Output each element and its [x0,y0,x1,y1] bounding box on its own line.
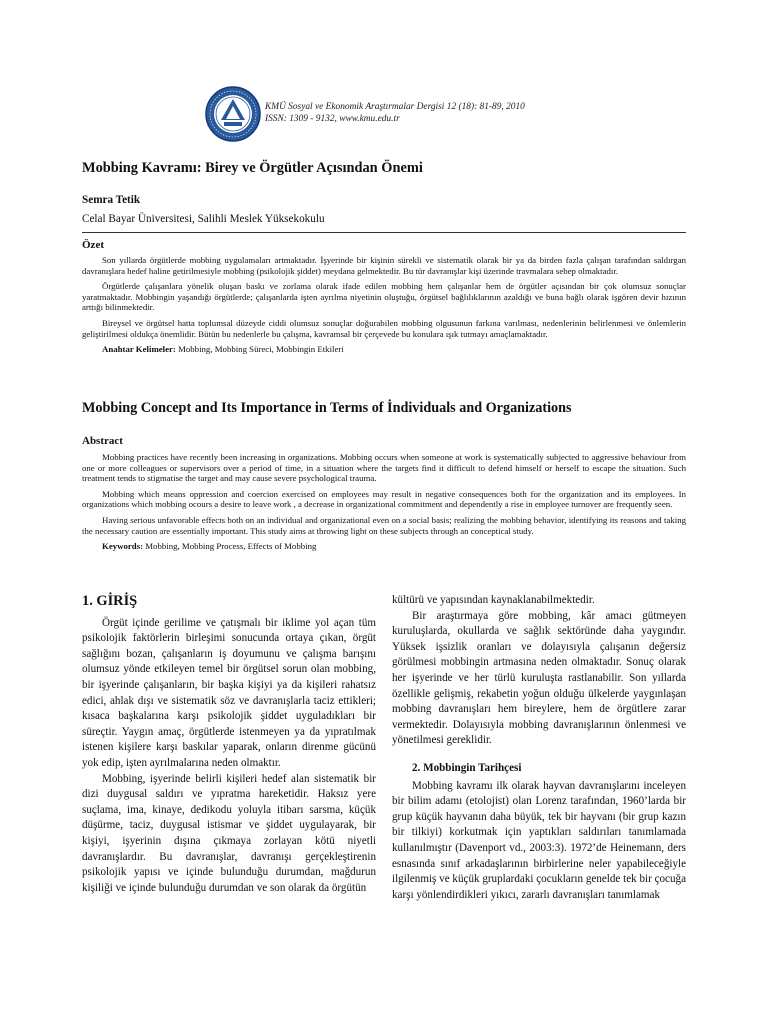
body-right-column [392,593,686,903]
ozet-keywords [82,344,686,355]
ozet-heading: Özet [82,239,104,251]
author-name: Semra Tetik [82,194,141,206]
title-english: Mobbing Concept and Its Importance in Terms of İndividuals and Organizations [82,400,572,416]
ozet-keywords-values: Mobbing, Mobbing Süreci, Mobbingin Etkileri [178,344,344,355]
journal-header [205,86,625,142]
abstract-keywords-label: Keywords: [102,541,144,552]
ozet-paragraph: Bireysel ve örgütsel hatta toplumsal düzeyde ciddi olumsuz sonuçlar doğurabilen mobbing olgusunun farkına varılması, nedenlerinin belirlenmesi ve önlemlerin geliştirilmesi oldukça önemlidir. Bütün bu nedenlerle bu çalışma, kavramsal bir çerçevede bu konulara ışık tutmayı amaçlamaktadır. [82,317,686,339]
section-2-heading: 2. Mobbingin Tarihçesi [412,761,522,774]
abstract-paragraph: Mobbing practices have recently been increasing in organizations. Mobbing occurs when someone at work is systematically subjected to aggressive behaviour from one or more colleagues or supervisors over a period of time, in a situation where the targets find it difficult to defend himself or herself to escape the situation. Such treatment tends to stigmatise the target and may cause severe psychological trauma. [82,452,686,484]
abstract-heading: Abstract [82,435,123,447]
abstract-keywords [82,541,686,552]
ozet-keywords-label: Anahtar Kelimeler: [102,344,176,355]
body-paragraph: Mobbing kavramı ilk olarak hayvan davranışlarını inceleyen bir bilim adamı (etolojist) olan Lorenz tarafından, 1960’larda bir grup küçük hayvanın daha büyük, tek bir hayvanı (bir grup kazın bir tilkiyi) korkutmak için yaptıkları saldırıları tanımlamada kullanılmıştır (Davenport vd., 2003:3). 1972’de Heinemann, ders esnasında sınıf arkadaşlarının birbirlerine neler yapabileceğiyle ilgilenmiş ve küçük gruplardaki çocukların genelde tek bir çocuğa karşı yönlendirdikleri yıkıcı, zararlı davranışları tanımlamak [392,779,686,901]
title-turkish: Mobbing Kavramı: Birey ve Örgütler Açısından Önemi [82,160,423,176]
author-affiliation: Celal Bayar Üniversitesi, Salihli Meslek Yüksekokulu [82,213,325,225]
university-seal-icon [205,86,261,142]
body-paragraph: Mobbing, işyerinde belirli kişileri hedef alan sistematik bir dizi duygusal saldırı ve yıpratma hareketidir. Haksız yere suçlama, ima, kinaye, dedikodu yoluyla itibarı sarsma, küçük düşürme, taciz, duygusal istismar ve şiddet uygulayarak, bir kişiyi, işyerinin dışına çıkmaya zorlayan kötü niyetli davranışlardır. Bu davranışlar, davranışı gerçekleştirenin psikolojik yapısı ve içinde bulunduğu durumdan, mağdurun kişiliği ve içinde bulunduğu durumdan ve son olarak da örgütün [82,772,376,894]
journal-citation [265,101,525,125]
ozet-body [82,255,686,355]
body-paragraph-continued: kültürü ve yapısından kaynaklanabilmektedir. [392,594,595,606]
journal-line-2: ISSN: 1309 - 9132, www.kmu.edu.tr [265,114,400,124]
body-paragraph: Örgüt içinde gerilime ve çatışmalı bir iklime yol açan tüm psikolojik faktörlerin birleşimi sonucunda ortaya çıkan, örgüt sağlığını bozan, çalışanların iş doyumunu ve çalışma barışını olumsuz yönde etkileyen temel bir örgütsel sorun olan mobbing, bir işyerinde çalışanların, bir başka kişiyi ya da kişileri rahatsız edici, ahlak dışı ve sistematik söz ve davranışlarla taciz ettikleri; kısaca başkalarına karşı psikolojik şiddet uyguladıkları bir süreçtir. Yaygın amaç, örgütlerde istenmeyen ya da yıpratılmak istenen kişilere karşı baskılar yaparak, onların direnme gücünü yok edip, işten ayrılmalarına neden olmaktır. [82,616,376,769]
section-1-heading: 1. GİRİŞ [82,593,138,609]
abstract-keywords-values: Mobbing, Mobbing Process, Effects of Mobbing [145,541,317,552]
header-divider [82,232,686,233]
abstract-paragraph: Having serious unfavorable effects both on an individual and organizational even on a social basis; realizing the mobbing behavior, identifying its reasons and taking the necessary caution are essentially important. This study aims at throwing light on these subjects through an conceptical study. [82,514,686,536]
journal-line-1: KMÜ Sosyal ve Ekonomik Araştırmalar Dergisi 12 (18): 81-89, 2010 [265,102,525,112]
body-paragraph: Bir araştırmaya göre mobbing, kâr amacı gütmeyen kuruluşlarda, okullarda ve sağlık sektöründe daha yaygındır. Yüksek işsizlik oranları ve dolayısıyla çalışanın değersiz görülmesi mobbingin artmasına neden olmaktadır. Sonuç olarak her işyerinde ve her türlü kuruluşta rastlanabilir. Son yıllarda özellikle gelişmiş, rekabetin yoğun olduğu ülkelerde yaygınlaşan mobbing davranışları hem bireylere, hem de örgütlere zarar vermektedir. Dolayısıyla mobbing davranışlarının önlenmesi ve yönetilmesi gereklidir. [392,609,686,747]
abstract-paragraph: Mobbing which means oppression and coercion exercised on employees may result in negative consequences both for the organization and its employees. In organizations which mobbing ocours a desire to leave work , a decrease in organizational commitment and dependently a rise in employee turnover are frequently seen. [82,488,686,510]
ozet-paragraph: Son yıllarda örgütlerde mobbing uygulamaları artmaktadır. İşyerinde bir kişinin sürekli ve sistematik olarak bir ya da birden fazla çalışan tarafından saldırgan davranışlara hedef haline getirilmesiyle mobbing (psikolojik şiddet) meydana gelmektedir. Bu tür davranışlar kişi üzerinde travmalara sebep olmaktadır. [82,255,686,276]
ozet-paragraph: Örgütlerde çalışanlara yönelik oluşan baskı ve zorlama olarak ifade edilen mobbing hem çalışanlar hem de örgütler açısından bir çok olumsuz sonuçlar yaratmaktadır. Mobbingin yaşandığı örgütlerde; çalışanlarda işten ayrılma niyetinin oluştuğu, örgütsel bağlılıklarının azaldığı ve buna bağlı olarak işgören devir hızının arttığı bilinmektedir. [82,281,686,313]
body-left-column [82,594,376,896]
abstract-body [82,452,686,552]
